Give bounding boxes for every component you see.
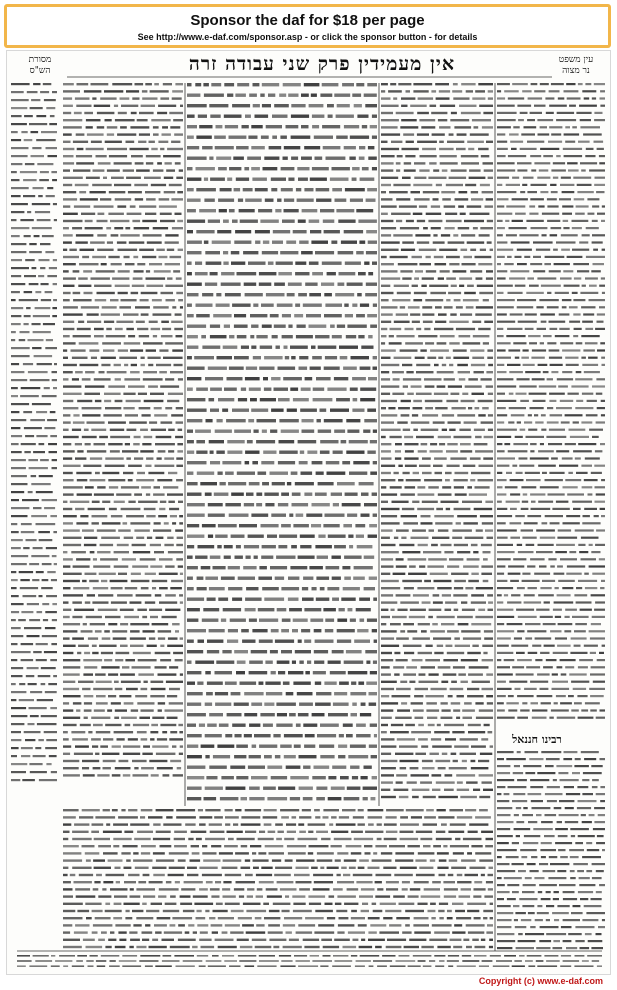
sponsor-banner[interactable] [4,4,611,48]
sponsor-title[interactable]: Sponsor the daf for $18 per page [190,12,425,29]
rabbeinu-chananel-heading: רבינו חננאל [512,733,562,746]
masoret-hashas-header: מסורת הש"ס [28,55,52,76]
ein-mishpat-header: עין משפט נר מצוה [558,55,594,76]
ein-mishpat-column [497,83,605,719]
page-footer [6,976,611,988]
gemara-column [187,83,377,800]
tosafot-bottom [63,809,493,948]
footnotes [17,955,602,967]
rabbeinu-chananel-column [497,751,605,949]
rashi-column [381,83,493,798]
talmud-page [6,50,611,975]
tosafot-column [63,83,183,777]
masoret-column [11,83,57,781]
page-title: אין מעמידין פרק שני עבודה זרה [188,53,456,75]
sponsor-subtitle[interactable]: See http://www.e-daf.com/sponsor.asp - or click the sponsor button - for details [137,32,478,42]
copyright-text: Copyright (c) www.e-daf.com [478,976,603,986]
gemara-text-block [7,51,611,975]
